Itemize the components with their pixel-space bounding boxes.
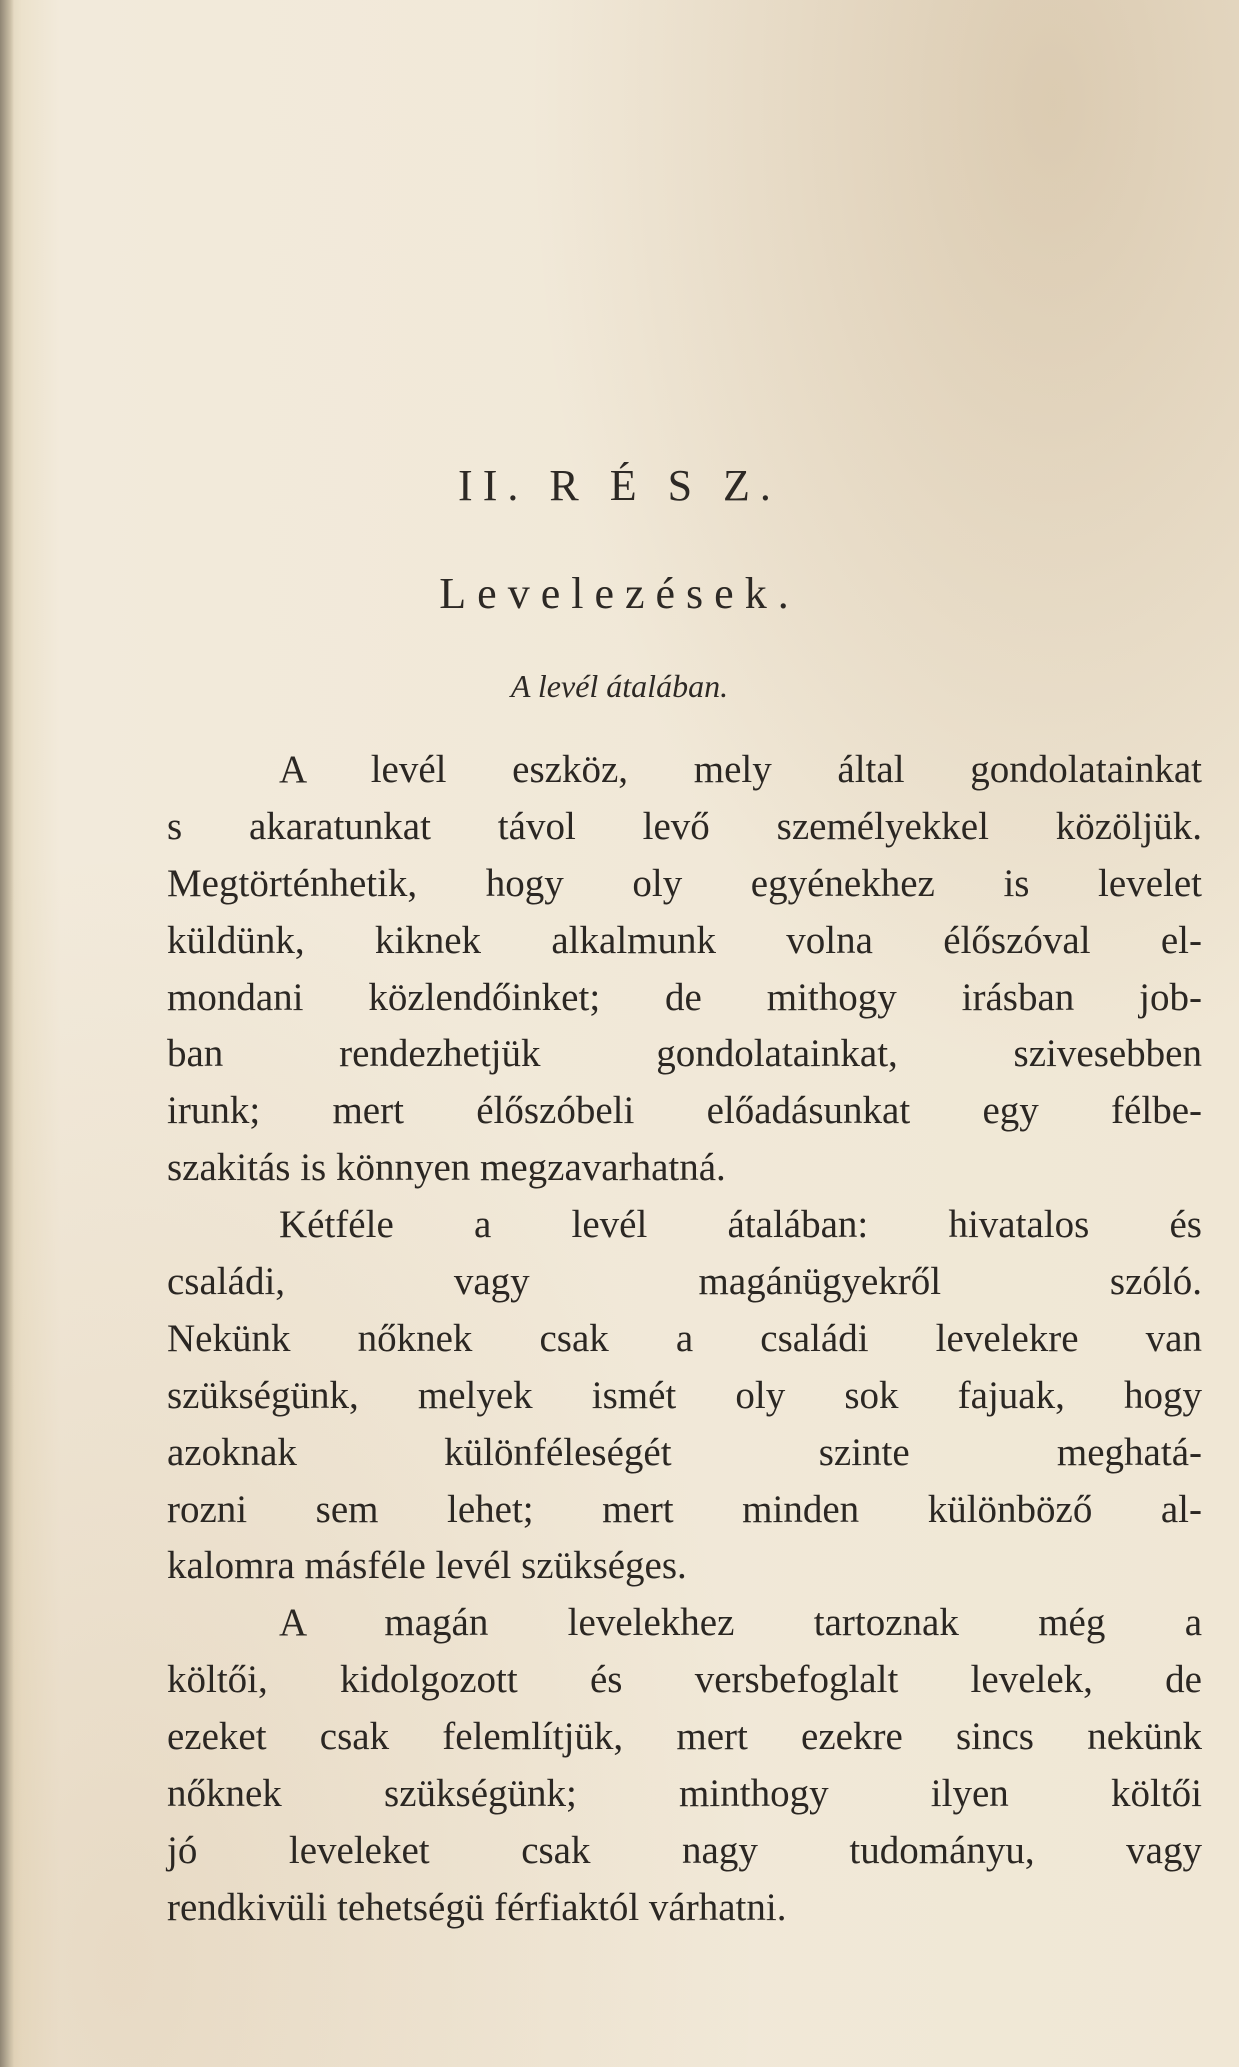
sub-heading: A levél átalában. <box>510 668 729 704</box>
part-heading: II. R É S Z. <box>458 461 781 510</box>
text-line: Nekünk nőknek csak a családi levelekre van <box>167 1316 1202 1360</box>
text-line: rendkivüli tehetségü férfiaktól várhatni. <box>167 1885 787 1929</box>
text-line: ban rendezhetjük gondolatainkat, szivesebben <box>167 1032 1202 1076</box>
text-line: azoknak különféleségét szinte meghatá- <box>167 1430 1202 1474</box>
text-line: küldünk, kiknek alkalmunk volna élőszóval el- <box>167 918 1202 962</box>
text-line: kalomra másféle levél szükséges. <box>167 1544 687 1588</box>
book-spine-shadow <box>0 0 14 2067</box>
text-line: ezeket csak felemlítjük, mert ezekre sincs nekünk <box>167 1715 1202 1759</box>
text-line: s akaratunkat távol levő személyekkel közöljük. <box>167 804 1202 848</box>
text-line: nőknek szükségünk; minthogy ilyen költői <box>167 1772 1202 1816</box>
text-line: mondani közlendőinket; de mithogy irásban job- <box>167 975 1202 1019</box>
text-line: rozni sem lehet; mert minden különböző al- <box>167 1487 1202 1531</box>
body-text <box>167 742 1202 1937</box>
text-line: költői, kidolgozott és versbefoglalt levelek, de <box>167 1658 1202 1702</box>
section-heading: Levelezések. <box>439 569 800 618</box>
text-line: jó leveleket csak nagy tudományu, vagy <box>167 1828 1202 1872</box>
text-line: A magán levelekhez tartoznak még a <box>279 1601 1202 1645</box>
text-line: irunk; mert élőszóbeli előadásunkat egy félbe- <box>167 1089 1202 1133</box>
text-line: szakitás is könnyen megzavarhatná. <box>167 1146 726 1190</box>
text-line: A levél eszköz, mely által gondolatainkat <box>279 748 1202 791</box>
text-line: családi, vagy magánügyekről szóló. <box>167 1260 1202 1304</box>
text-line: Kétféle a levél átalában: hivatalos és <box>279 1203 1202 1247</box>
text-line: Megtörténhetik, hogy oly egyénekhez is levelet <box>167 861 1202 905</box>
text-line: szükségünk, melyek ismét oly sok fajuak, hogy <box>167 1373 1202 1417</box>
